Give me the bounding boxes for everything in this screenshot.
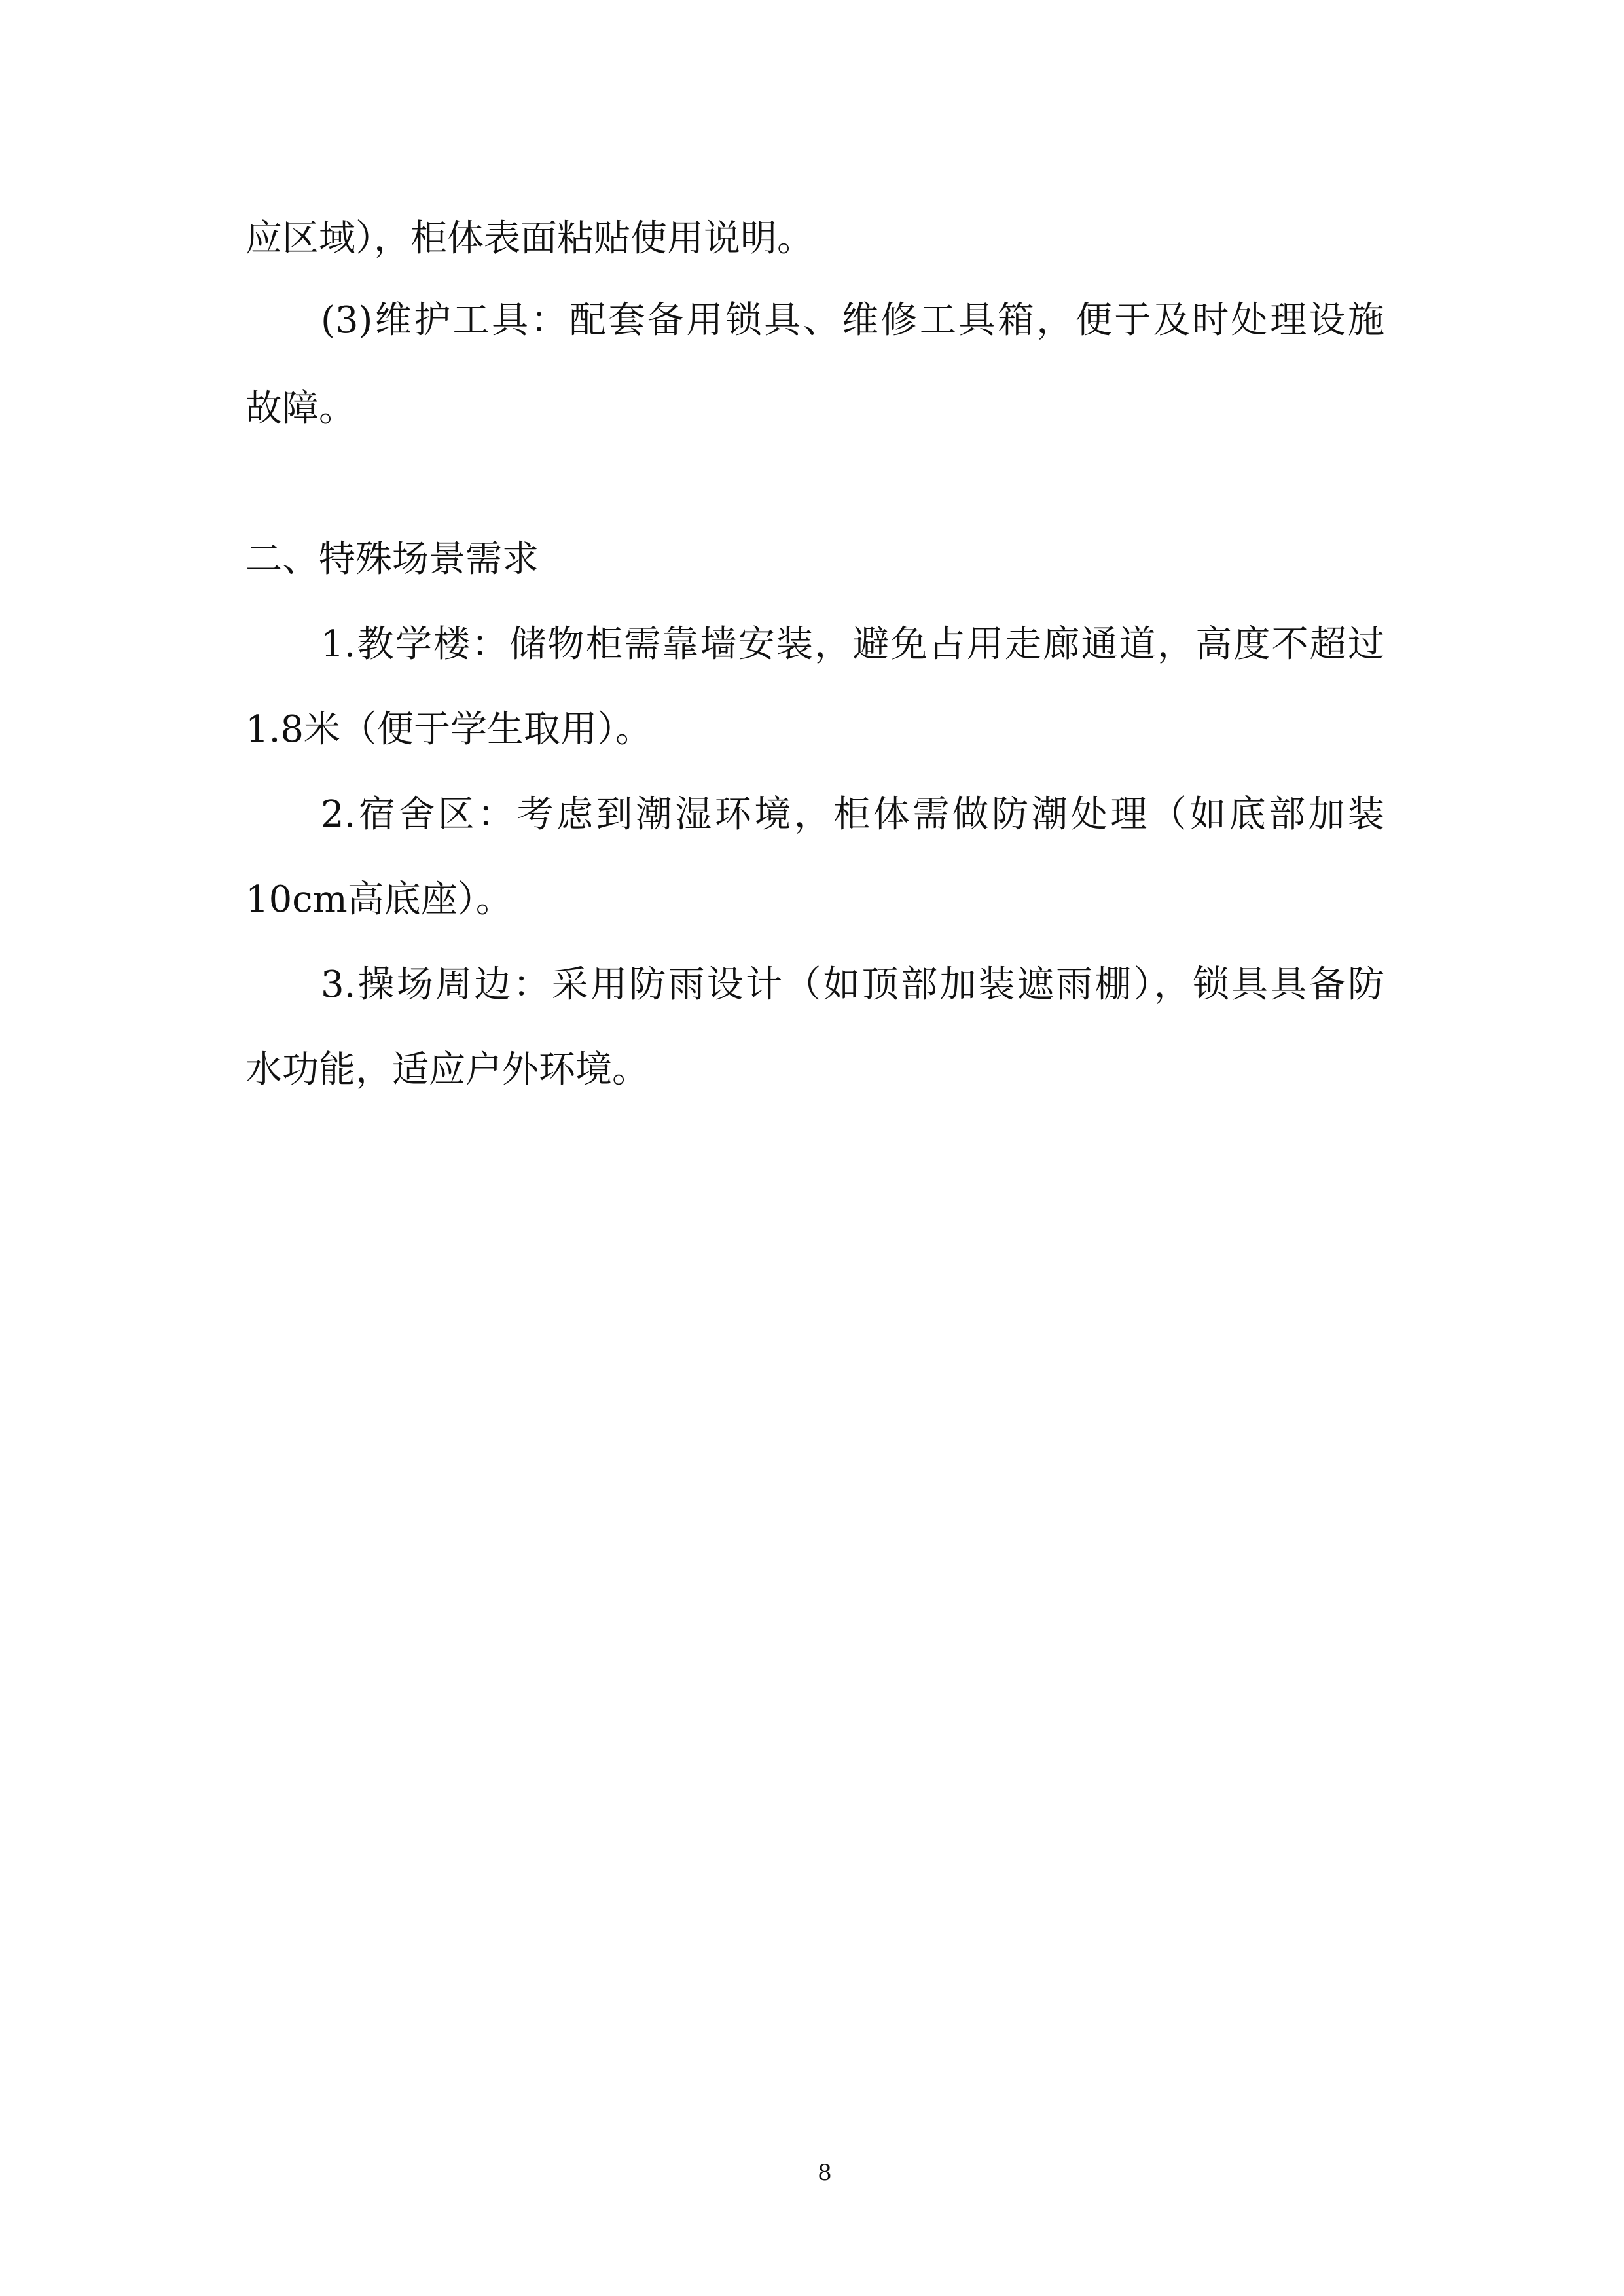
section-heading: 二、特殊场景需求 [245, 538, 539, 581]
paragraph-continuation-line: 应区域），柜体表面粘贴使用说明。 [245, 217, 814, 260]
playground-continuation: 水功能，适应户外环境。 [245, 1049, 649, 1091]
page-number: 8 [818, 2160, 832, 2186]
teaching-building-line: 1.教学楼：储物柜需靠墙安装，避免占用走廊通道，高度不超过 [321, 623, 1384, 666]
dormitory-line: 2.宿舍区：考虑到潮湿环境，柜体需做防潮处理（如底部加装 [321, 793, 1384, 836]
teaching-building-continuation: 1.8米（便于学生取用）。 [245, 708, 653, 751]
playground-line: 3.操场周边：采用防雨设计（如顶部加装遮雨棚），锁具具备防 [321, 963, 1384, 1006]
maintenance-tools-line: (3)维护工具：配套备用锁具、维修工具箱，便于及时处理设施 [321, 299, 1384, 342]
dormitory-continuation: 10cm高底座）。 [245, 878, 513, 921]
maintenance-tools-continuation: 故障。 [245, 387, 355, 430]
